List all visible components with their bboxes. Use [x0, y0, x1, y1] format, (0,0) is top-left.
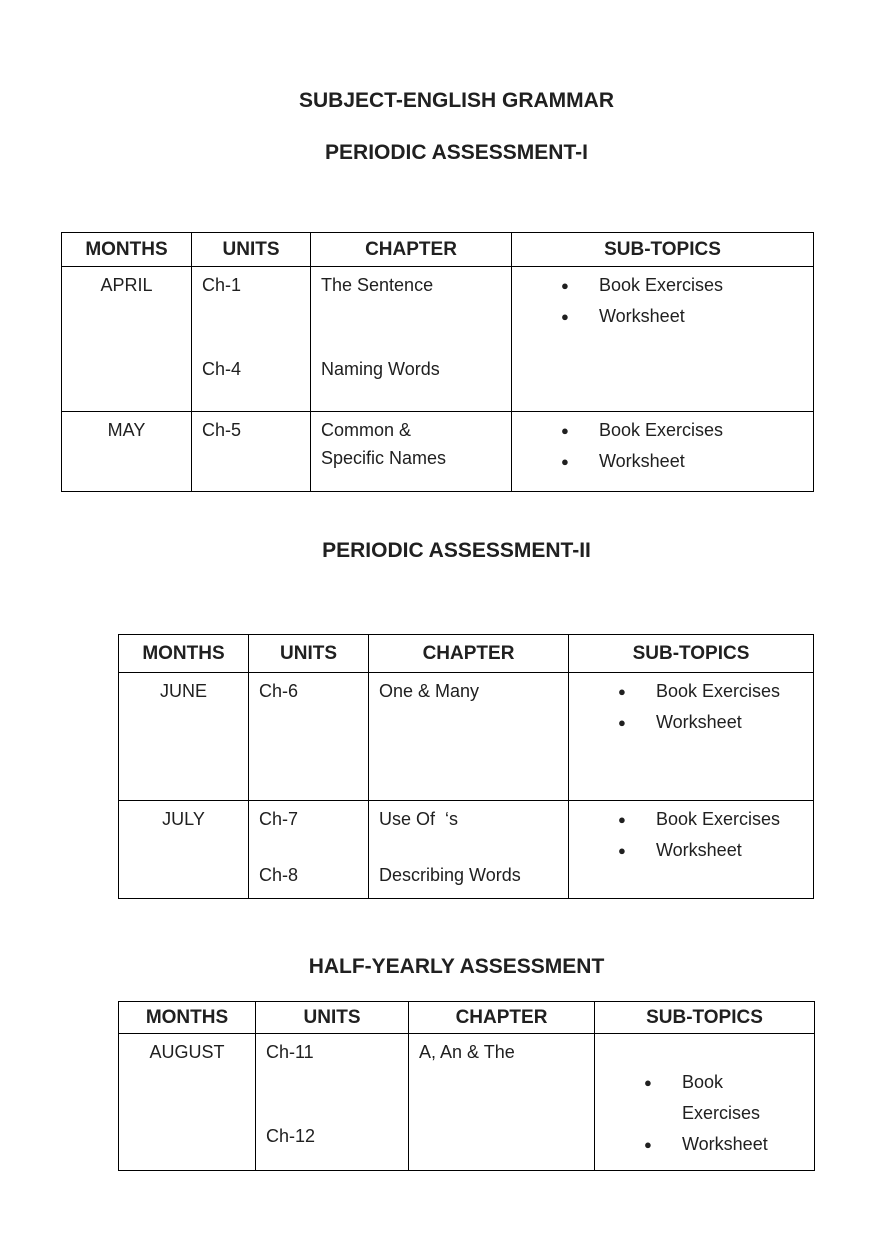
list-item [569, 707, 809, 738]
table-header-row [119, 635, 814, 673]
section-heading-half-yearly: HALF-YEARLY ASSESSMENT [308, 955, 605, 978]
cell-chapter [311, 267, 512, 412]
sub-topic-label: Worksheet [682, 1134, 768, 1154]
sub-topic-label: Book Exercises [599, 420, 724, 440]
cell-chapter [409, 1034, 595, 1171]
cell-month [62, 267, 192, 412]
cell-sub-topics [569, 673, 814, 801]
cell-month [119, 1034, 256, 1171]
list-item [569, 804, 809, 835]
empty-line [259, 833, 360, 861]
unit-label: Ch-12 [266, 1126, 316, 1146]
column-header-months: MONTHS [119, 1002, 256, 1034]
cell-chapter [369, 801, 569, 899]
cell-units [192, 412, 311, 492]
empty-line [321, 299, 503, 327]
column-header-units: UNITS [256, 1002, 409, 1034]
cell-units [249, 801, 369, 899]
unit-label: Ch-7 [259, 809, 299, 829]
table-row-may [62, 412, 814, 492]
column-header-months: MONTHS [119, 635, 249, 673]
cell-sub-topics [595, 1034, 815, 1171]
assessment-table-1 [61, 232, 814, 492]
empty-line [595, 1037, 810, 1067]
list-item [512, 415, 809, 446]
month-label: APRIL [100, 275, 153, 295]
assessment-table-3 [118, 1001, 815, 1171]
table-header-row [119, 1002, 815, 1034]
sub-topic-label: Book Exercises [656, 809, 781, 829]
empty-line [321, 327, 503, 355]
cell-units [249, 673, 369, 801]
table-header-row [62, 233, 814, 267]
bullet-icon: ● [644, 1137, 652, 1152]
chapter-label: Describing Words [379, 865, 521, 885]
cell-month [119, 801, 249, 899]
empty-line [202, 299, 302, 327]
cell-chapter [369, 673, 569, 801]
column-header-sub-topics: SUB-TOPICS [569, 635, 814, 673]
unit-label: Ch-6 [259, 681, 299, 701]
bullet-icon: ● [561, 454, 569, 469]
month-label: AUGUST [149, 1042, 225, 1062]
month-label: MAY [107, 420, 146, 440]
bullet-icon: ● [618, 684, 626, 699]
bullet-icon: ● [618, 715, 626, 730]
empty-line [202, 327, 302, 355]
table-row-july [119, 801, 814, 899]
list-item [512, 270, 809, 301]
document-title: SUBJECT-ENGLISH GRAMMAR [298, 89, 614, 112]
list-item [569, 835, 809, 866]
list-item [569, 676, 809, 707]
bullet-icon: ● [561, 423, 569, 438]
bullet-icon: ● [618, 843, 626, 858]
cell-units [256, 1034, 409, 1171]
column-header-units: UNITS [192, 233, 311, 267]
month-label: JUNE [159, 681, 207, 701]
unit-label: Ch-11 [266, 1042, 314, 1062]
cell-sub-topics [569, 801, 814, 899]
column-header-months: MONTHS [62, 233, 192, 267]
chapter-label: Specific Names [321, 448, 447, 468]
list-item [595, 1129, 810, 1160]
list-item [595, 1067, 810, 1129]
unit-label: Ch-8 [259, 865, 299, 885]
chapter-label: A, An & The [419, 1042, 515, 1062]
sub-topic-label: Book Exercises [656, 681, 781, 701]
cell-chapter [311, 412, 512, 492]
chapter-label: Use Of ‘s [379, 809, 459, 829]
empty-line [266, 1094, 400, 1122]
chapter-label: One & Many [379, 681, 480, 701]
section-heading-periodic-assessment-2: PERIODIC ASSESSMENT-II [322, 539, 591, 562]
empty-line [379, 833, 560, 861]
list-item [512, 301, 809, 332]
chapter-label: Common & [321, 420, 412, 440]
cell-sub-topics [512, 412, 814, 492]
column-header-chapter: CHAPTER [369, 635, 569, 673]
chapter-label: The Sentence [321, 275, 434, 295]
cell-month [119, 673, 249, 801]
column-header-sub-topics: SUB-TOPICS [512, 233, 814, 267]
list-item [512, 446, 809, 477]
section-heading-periodic-assessment-1: PERIODIC ASSESSMENT-I [325, 141, 588, 164]
sub-topic-label: Book Exercises [599, 275, 724, 295]
column-header-chapter: CHAPTER [409, 1002, 595, 1034]
chapter-label: Naming Words [321, 359, 440, 379]
column-header-chapter: CHAPTER [311, 233, 512, 267]
sub-topic-label: Worksheet [656, 840, 742, 860]
column-header-units: UNITS [249, 635, 369, 673]
sub-topic-label: Worksheet [599, 451, 685, 471]
column-header-sub-topics: SUB-TOPICS [595, 1002, 815, 1034]
sub-topic-label: Worksheet [656, 712, 742, 732]
table-row-april [62, 267, 814, 412]
assessment-table-2 [118, 634, 814, 899]
cell-sub-topics [512, 267, 814, 412]
cell-month [62, 412, 192, 492]
unit-label: Ch-5 [202, 420, 242, 440]
unit-label: Ch-4 [202, 359, 242, 379]
bullet-icon: ● [618, 812, 626, 827]
empty-line [266, 1066, 400, 1094]
bullet-icon: ● [644, 1075, 652, 1090]
table-row-august [119, 1034, 815, 1171]
bullet-icon: ● [561, 309, 569, 324]
unit-label: Ch-1 [202, 275, 242, 295]
table-row-june [119, 673, 814, 801]
sub-topic-label: Worksheet [599, 306, 685, 326]
cell-units [192, 267, 311, 412]
sub-topic-label: Book Exercises [682, 1072, 761, 1123]
bullet-icon: ● [561, 278, 569, 293]
month-label: JULY [162, 809, 205, 829]
